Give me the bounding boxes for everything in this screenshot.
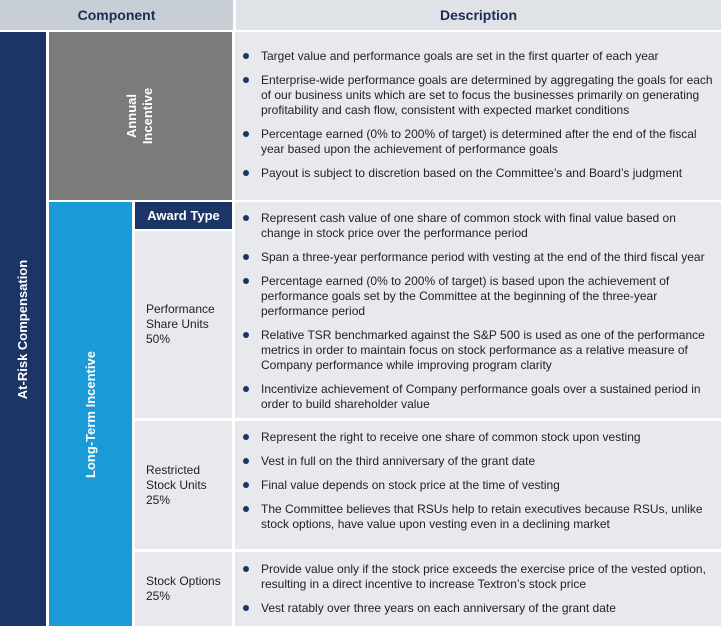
annual-bullet: Percentage earned (0% to 200% of target) is determined after the end of the fiscal year based upon the achievement of performance goals (261, 127, 713, 157)
psu-name-line2: Share Units (146, 317, 209, 331)
psu-bullet: Incentivize achievement of Company performance goals over a sustained period in order to build shareholder value (261, 382, 713, 412)
options-bullet: Provide value only if the stock price exceeds the exercise price of the vested option, resulting in a direct incentive to increase Textron’s stock price (261, 562, 713, 592)
options-description (235, 552, 721, 626)
psu-description (235, 202, 721, 418)
psu-bullet: Span a three-year performance period with vesting at the end of the third fiscal year (261, 250, 713, 265)
annual-label-line1: Annual (124, 93, 140, 139)
options-award-cell (135, 552, 232, 626)
rsu-bullet: Represent the right to receive one share of common stock upon vesting (261, 430, 713, 445)
rsu-description (235, 421, 721, 549)
rsu-bullet: The Committee believes that RSUs help to retain executives because RSUs, unlike stock options, have value upon vesting even in a declining market (261, 502, 713, 532)
options-name: Stock Options (146, 574, 221, 588)
annual-incentive-label (124, 88, 156, 144)
rsu-name-line1: Restricted (146, 462, 201, 477)
annual-label-line2: Incentive (140, 87, 156, 145)
annual-bullet: Enterprise-wide performance goals are determined by aggregating the goals for each of our business units which are set to focus the businesses primarily on generating profitability and cash flow, consistent with expected market conditions (261, 73, 713, 117)
psu-pct: 50% (146, 332, 171, 346)
rsu-award-cell (135, 421, 232, 549)
award-type-header: Award Type (135, 202, 232, 229)
rsu-bullet: Final value depends on stock price at the time of vesting (261, 478, 713, 493)
options-pct: 25% (146, 589, 171, 603)
annual-incentive-label-cell (49, 32, 232, 200)
annual-description (235, 32, 721, 200)
options-bullet: Vest ratably over three years on each anniversary of the grant date (261, 601, 713, 616)
at-risk-label-cell (0, 32, 46, 626)
long-term-incentive-label: Long-Term Incentive (83, 350, 99, 478)
component-header: Component (0, 0, 233, 30)
psu-bullet: Represent cash value of one share of common stock with final value based on change in stock price over the performance period (261, 211, 713, 241)
rsu-bullet: Vest in full on the third anniversary of the grant date (261, 454, 713, 469)
description-header: Description (236, 0, 721, 30)
rsu-pct: 25% (146, 492, 171, 507)
psu-bullet: Percentage earned (0% to 200% of target) is based upon the achievement of performance goals set by the Committee at the beginning of the three-year performance period (261, 274, 713, 319)
annual-bullet: Target value and performance goals are set in the first quarter of each year (261, 49, 713, 64)
psu-bullet: Relative TSR benchmarked against the S&P 500 is used as one of the performance metrics in order to maintain focus on stock performance as a relative measure of Company performance while improving program clarity (261, 328, 713, 373)
long-term-incentive-label-cell (49, 202, 132, 626)
psu-name-line1: Performance (146, 302, 215, 316)
at-risk-label: At-Risk Compensation (15, 259, 31, 399)
psu-award-cell (135, 231, 232, 418)
rsu-name-line2: Stock Units (146, 477, 207, 492)
annual-bullet: Payout is subject to discretion based on the Committee’s and Board’s judgment (261, 166, 713, 181)
